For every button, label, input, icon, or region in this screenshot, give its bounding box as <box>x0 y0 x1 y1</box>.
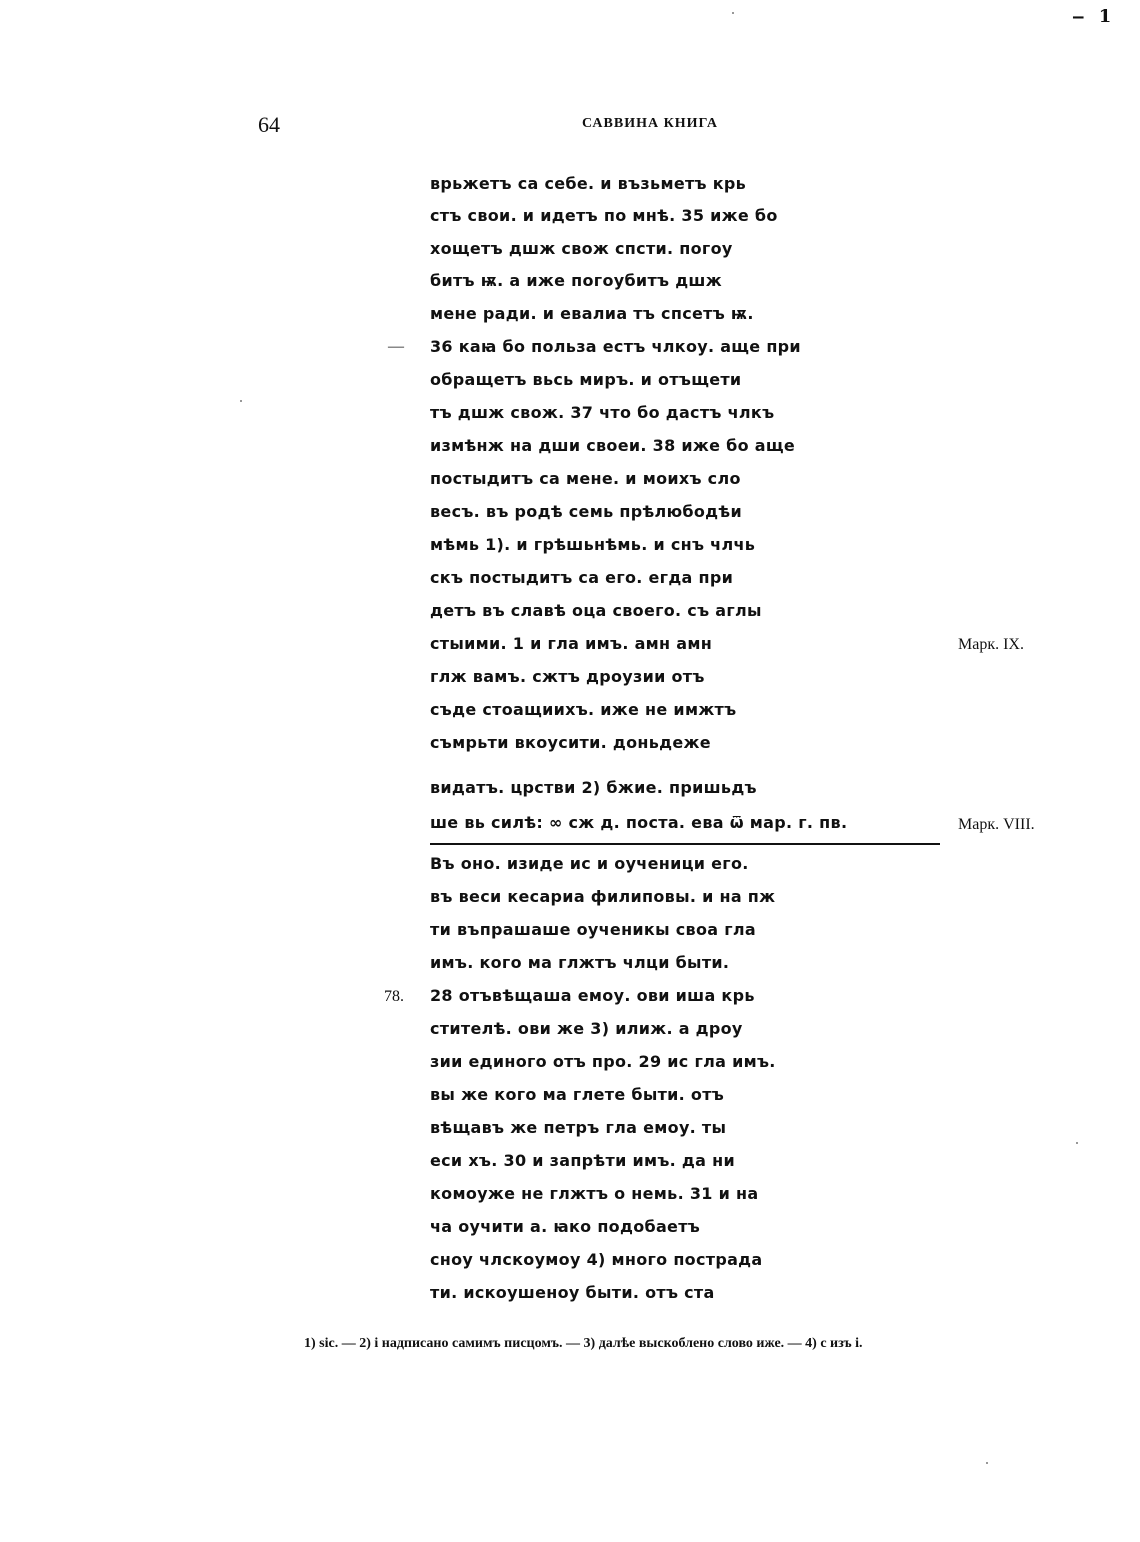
text-line: стъ свои. и идетъ по мнѣ. 35 иже бо <box>430 206 778 225</box>
text-line: хощетъ дшж свож спсти. погоу <box>430 239 733 258</box>
text-line: мене ради. и евалиа тъ спсетъ ѭ. <box>430 304 754 323</box>
margin-note-mark-ix: Марк. IX. <box>958 636 1024 653</box>
text-line: Въ оно. изиде ис и оученици его. <box>430 854 749 873</box>
text-line: глж вамъ. сжтъ дроузии отъ <box>430 667 705 686</box>
text-line: еси хъ. 30 и запрѣти имъ. да ни <box>430 1151 735 1170</box>
margin-verse-number: 78. <box>384 988 404 1005</box>
text-line: ти въпрашаше оученикы своа гла <box>430 920 756 939</box>
scan-speck <box>986 1462 988 1464</box>
text-line: видатъ. црстви 2) бжие. пришьдъ <box>430 778 757 797</box>
text-line: ча оучити а. ꙗко подобаетъ <box>430 1217 701 1236</box>
text-line: вѣщавъ же петръ гла емоу. ты <box>430 1118 727 1137</box>
footnotes: 1) sic. — 2) і надписано самимъ писцомъ. — 3) далѣе выскоблено слово иже. — 4) с изъ і. <box>304 1336 863 1351</box>
text-line: имъ. кого ма глжтъ члци быти. <box>430 953 730 972</box>
text-line: стыими. 1 и гла имъ. амн амн <box>430 634 713 653</box>
corner-mark: ‒ 1 <box>1072 6 1116 27</box>
margin-dash: — <box>388 338 404 355</box>
text-line: детъ въ славѣ оца своего. съ аглы <box>430 601 762 620</box>
text-line: съмрьти вкоусити. доньдеже <box>430 733 711 752</box>
text-line: 28 отъвѣщаша емоу. ови иша крь <box>430 986 755 1005</box>
running-head: САВВИНА КНИГА <box>582 116 719 131</box>
text-line: постыдитъ са мене. и моихъ сло <box>430 469 741 488</box>
text-line: мѣмь 1). и грѣшьнѣмь. и снъ члчь <box>430 535 756 554</box>
text-line: сноу члскоумоу 4) много пострада <box>430 1250 763 1269</box>
text-line: зии единого отъ про. 29 ис гла имъ. <box>430 1052 776 1071</box>
text-line: комоуже не глжтъ о немь. 31 и на <box>430 1184 759 1203</box>
scan-speck <box>240 400 242 402</box>
section-divider <box>430 843 940 845</box>
text-line: въ веси кесариа филиповы. и на пж <box>430 887 776 906</box>
text-line: весъ. въ родѣ семь прѣлюбодѣи <box>430 502 742 521</box>
text-line: вы же кого ма глете быти. отъ <box>430 1085 725 1104</box>
text-line: 36 каꙗ бо польза естъ члкоу. аще при <box>430 337 801 356</box>
text-line: ти. искоушеноу быти. отъ ста <box>430 1283 715 1302</box>
text-line: скъ постыдитъ са его. егда при <box>430 568 734 587</box>
text-line: стителѣ. ови же 3) илиж. а дроу <box>430 1019 743 1038</box>
text-line: обращетъ вьсь миръ. и отъщети <box>430 370 742 389</box>
text-line: врьжетъ са себе. и възьметъ крь <box>430 174 747 193</box>
text-line: измѣнж на дши своеи. 38 иже бо аще <box>430 436 795 455</box>
scan-speck <box>732 12 734 14</box>
text-line: тъ дшж свож. 37 что бо дастъ члкъ <box>430 403 775 422</box>
text-line: ше вь силѣ: ∞ сж д. поста. ева ѿ мар. г. пв. <box>430 813 848 832</box>
margin-note-mark-viii: Марк. VIII. <box>958 816 1035 833</box>
text-line: съде стоащиихъ. иже не имжтъ <box>430 700 737 719</box>
page-number: 64 <box>258 112 280 137</box>
text-line: битъ ѭ. а иже погоубитъ дшж <box>430 271 722 290</box>
scan-speck <box>1076 1142 1078 1144</box>
